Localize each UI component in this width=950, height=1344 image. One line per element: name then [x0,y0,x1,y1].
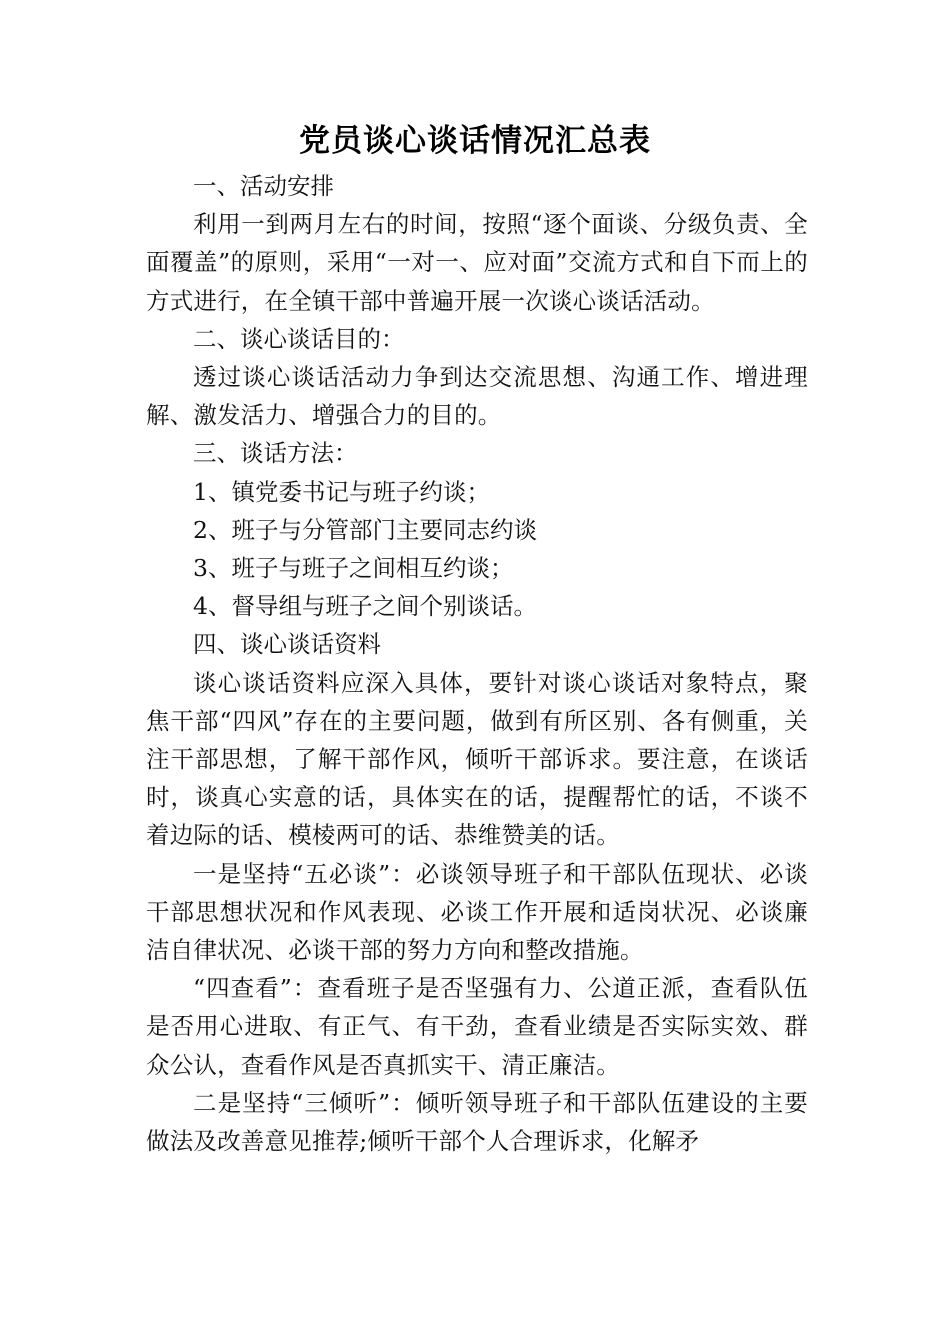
paragraph-five-must-talks: 一是坚持“五必谈”：必谈领导班子和干部队伍现状、必谈干部思想状况和作风表现、必谈工作开展和适岗状况、必谈廉洁自律状况、必谈干部的努力方向和整改措施。 [146,859,808,965]
section-heading-methods: 三、谈话方法： [193,439,358,468]
list-item-method-3: 3、班子与班子之间相互约谈； [193,554,514,583]
paragraph-activity-arrangement: 利用一到两月左右的时间，按照“逐个面谈、分级负责、全面覆盖”的原则，采用“一对一、应对面”交流方式和自下而上的方式进行，在全镇干部中普遍开展一次谈心谈话活动。 [146,210,808,315]
list-item-method-4: 4、督导组与班子之间个别谈话。 [193,592,537,621]
paragraph-three-listens: 二是坚持“三倾听”：倾听领导班子和干部队伍建设的主要做法及改善意见推荐;倾听干部个人合理诉求，化解矛 [146,1088,808,1156]
document-title: 党员谈心谈话情况汇总表 [299,123,651,159]
paragraph-four-checks: “四查看”：查看班子是否坚强有力、公道正派，查看队伍是否用心进取、有正气、有干劲，查看业绩是否实际实效、群众公认，查看作风是否真抓实干、清正廉洁。 [146,974,808,1079]
section-heading-activity-arrangement: 一、活动安排 [193,172,334,200]
list-item-method-2: 2、班子与分管部门主要同志约谈 [193,515,537,544]
document-body [146,167,808,1160]
section-heading-purpose: 二、谈心谈话目的： [193,324,405,353]
paragraph-content-requirements: 谈心谈话资料应深入具体，要针对谈心谈话对象特点，聚焦干部“四风”存在的主要问题，做到有所区别、各有侧重，关注干部思想，了解干部作风，倾听干部诉求。要注意，在谈话时，谈真心实意的话，具体实在的话，提醒帮忙的话，不谈不着边际的话、模棱两可的话、恭维赞美的话。 [146,668,808,850]
list-item-method-1: 1、镇党委书记与班子约谈； [193,477,490,506]
section-heading-content: 四、谈心谈话资料 [193,630,381,659]
paragraph-purpose: 透过谈心谈话活动力争到达交流思想、沟通工作、增进理解、激发活力、增强合力的目的。 [146,363,808,430]
